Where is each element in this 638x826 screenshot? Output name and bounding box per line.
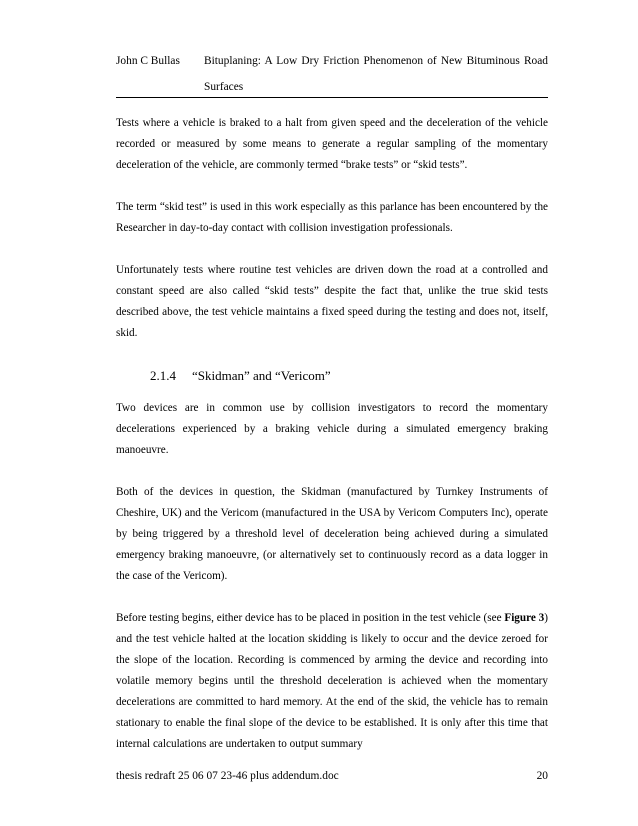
document-body: [116, 113, 548, 776]
paragraph-routine-tests: Unfortunately tests where routine test vehicles are driven down the road at a controlled and constant speed are also called “skid tests” despite the fact that, unlike the true skid tests described above, the test vehicle maintains a fixed speed during the testing and does not, itself, skid.: [116, 264, 548, 339]
paragraph-skidman-vericom: Both of the devices in question, the Skidman (manufactured by Turnkey Instruments of Cheshire, UK) and the Vericom (manufactured in the USA by Vericom Computers Inc), operate by being triggered by a threshold level of deceleration being achieved during a simulated emergency braking manoeuvre, (or alternatively set to continuously record as a data logger in the case of the Vericom).: [116, 486, 548, 582]
paragraph-brake-tests: Tests where a vehicle is braked to a halt from given speed and the deceleration of the vehicle recorded or measured by some means to generate a regular sampling of the momentary deceleration of the vehicle, are commonly termed “brake tests” or “skid tests”.: [116, 117, 548, 171]
paragraph-before-testing: [116, 608, 548, 755]
section-heading: [116, 365, 548, 387]
page-number: 20: [536, 770, 548, 782]
paragraph-before-testing-rest: ) and the test vehicle halted at the location skidding is likely to occur and the device zeroed for the slope of the location. Recording is commenced by arming the device and recording into volatile memory begins until the threshold deceleration is achieved when the momentary decelerations are committed to hard memory. At the end of the skid, the vehicle has to remain stationary to enable the final slope of the device to be established. It is only after this time that internal calculations are undertaken to output summary: [116, 612, 548, 750]
paragraph-two-devices: Two devices are in common use by collision investigators to record the momentary decelerations experienced by a braking vehicle during a simulated emergency braking manoeuvre.: [116, 402, 548, 456]
section-title: “Skidman” and “Vericom”: [192, 368, 331, 383]
header-title: Bituplaning: A Low Dry Friction Phenomenon of New Bituminous Road Surfaces: [204, 55, 548, 93]
header-author: John C Bullas: [116, 55, 180, 67]
paragraph-skid-test-term: The term “skid test” is used in this work especially as this parlance has been encountered by the Researcher in day-to-day contact with collision investigation professionals.: [116, 201, 548, 234]
figure-reference-link: Figure 3: [504, 612, 545, 624]
footer-filename: thesis redraft 25 06 07 23-46 plus addendum.doc: [116, 770, 339, 782]
section-number: 2.1.4: [150, 368, 176, 383]
header-divider: [116, 97, 548, 98]
paragraph-before-testing-start: Before testing begins, either device has to be placed in position in the test vehicle (see: [116, 612, 505, 624]
